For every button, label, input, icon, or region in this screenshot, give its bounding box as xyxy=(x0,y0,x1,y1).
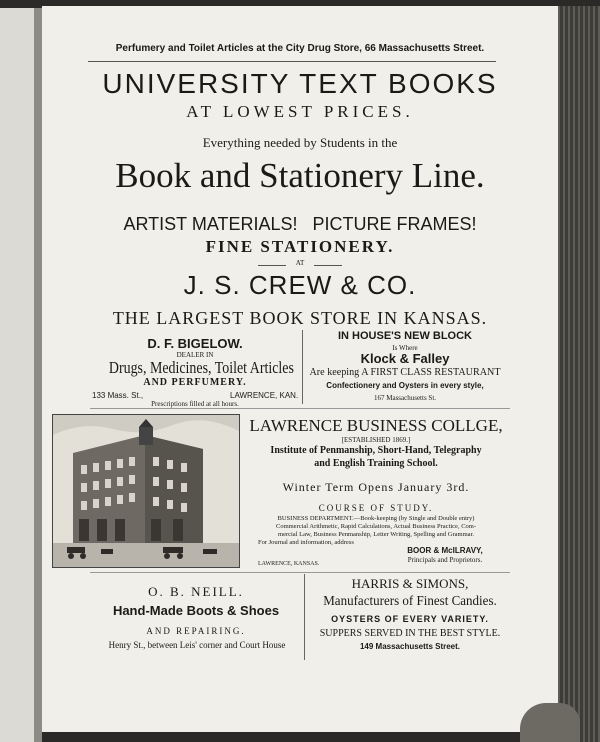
crew-materials: ARTIST MATERIALS! PICTURE FRAMES! xyxy=(123,214,477,234)
divider-bigelow-klock xyxy=(302,330,303,404)
bigelow-goods: Drugs, Medicines, Toilet Articles xyxy=(108,358,294,377)
crew-company-name: J. S. CREW & CO. xyxy=(183,270,417,300)
college-body-line3: mercial Law, Business Penmanship, Letter Writing, Spelling and Grammar. xyxy=(278,531,474,538)
college-proprietors: Principals and Proprietors. xyxy=(407,556,483,564)
college-name: LAWRENCE BUSINESS COLLGE, xyxy=(249,416,503,435)
bigelow-perfumery: AND PERFUMERY. xyxy=(143,377,247,388)
crew-at: AT xyxy=(295,259,305,267)
klock-head: IN HOUSE'S NEW BLOCK xyxy=(337,330,472,342)
divider-neill-harris xyxy=(304,574,305,660)
crew-book-line: Book and Stationery Line. xyxy=(115,156,485,195)
harris-oysters: OYSTERS OF EVERY VARIETY. xyxy=(331,614,489,624)
thumb-holding-page xyxy=(520,703,580,742)
klock-keeping: Are keeping A FIRST CLASS RESTAURANT xyxy=(309,366,501,378)
harris-product: Manufacturers of Finest Candies. xyxy=(323,594,497,609)
bigelow-address: 133 Mass. St., xyxy=(92,391,144,400)
header-line: Perfumery and Toilet Articles at the City Drug Store, 66 Massachusetts Street. xyxy=(115,43,485,54)
harris-suppers: SUPPERS SERVED IN THE BEST STYLE. xyxy=(319,628,501,639)
college-body-line1: BUSINESS DEPARTMENT.—Book-keeping (by Single and Double entry) xyxy=(277,515,475,522)
college-body-line4: For Journal and information, address xyxy=(258,539,354,546)
college-course-heading: COURSE OF STUDY. xyxy=(318,503,434,513)
neill-repairing: AND REPAIRING. xyxy=(146,626,246,636)
neill-name: O. B. NEILL. xyxy=(148,584,244,599)
header-rule xyxy=(88,61,496,62)
crew-fine-stationery: FINE STATIONERY. xyxy=(205,237,395,256)
neill-product: Hand-Made Boots & Shoes xyxy=(112,603,280,618)
klock-confectionery: Confectionery and Oysters in every style, xyxy=(326,381,484,390)
at-rule-left xyxy=(258,265,286,266)
crew-intro: Everything needed by Students in the xyxy=(202,135,398,150)
college-location: LAWRENCE, KANSAS. xyxy=(258,561,320,567)
klock-address: 167 Massachusetts St. xyxy=(373,394,437,402)
crew-tagline: THE LARGEST BOOK STORE IN KANSAS. xyxy=(112,308,488,328)
book-page-edges xyxy=(558,6,600,742)
bigelow-name: D. F. BIGELOW. xyxy=(147,336,243,351)
bigelow-note: Prescriptions filled at all hours. xyxy=(151,400,239,408)
harris-name: HARRIS & SIMONS, xyxy=(351,576,469,591)
college-building-engraving xyxy=(52,414,240,568)
crew-title: UNIVERSITY TEXT BOOKS xyxy=(102,68,498,99)
bigelow-dealer: DEALER IN xyxy=(176,351,214,359)
divider-bottom-section xyxy=(90,572,510,573)
college-winter-term: Winter Term Opens January 3rd. xyxy=(282,480,470,494)
bigelow-city: LAWRENCE, KAN. xyxy=(230,391,299,400)
klock-name: Klock & Falley xyxy=(360,351,450,366)
college-institute-line1: Institute of Penmanship, Short-Hand, Telegraphy xyxy=(270,445,482,456)
neill-address: Henry St., between Leis' corner and Court House xyxy=(108,640,286,650)
at-rule-right xyxy=(314,265,342,266)
college-body-line2: Commercial Arithmetic, Rapid Calculations, Actual Business Practice, Com- xyxy=(275,523,477,530)
crew-subtitle: AT LOWEST PRICES. xyxy=(186,102,414,121)
book-gutter xyxy=(34,8,42,742)
divider-college-top xyxy=(90,408,510,409)
klock-where: Is Where xyxy=(392,344,418,352)
harris-address: 149 Massachusetts Street. xyxy=(359,642,461,651)
college-institute-line2: and English Training School. xyxy=(314,458,438,469)
college-principals: BOOR & McILRAVY, xyxy=(407,546,483,555)
college-established: [ESTABLISHED 1869.] xyxy=(341,436,411,444)
